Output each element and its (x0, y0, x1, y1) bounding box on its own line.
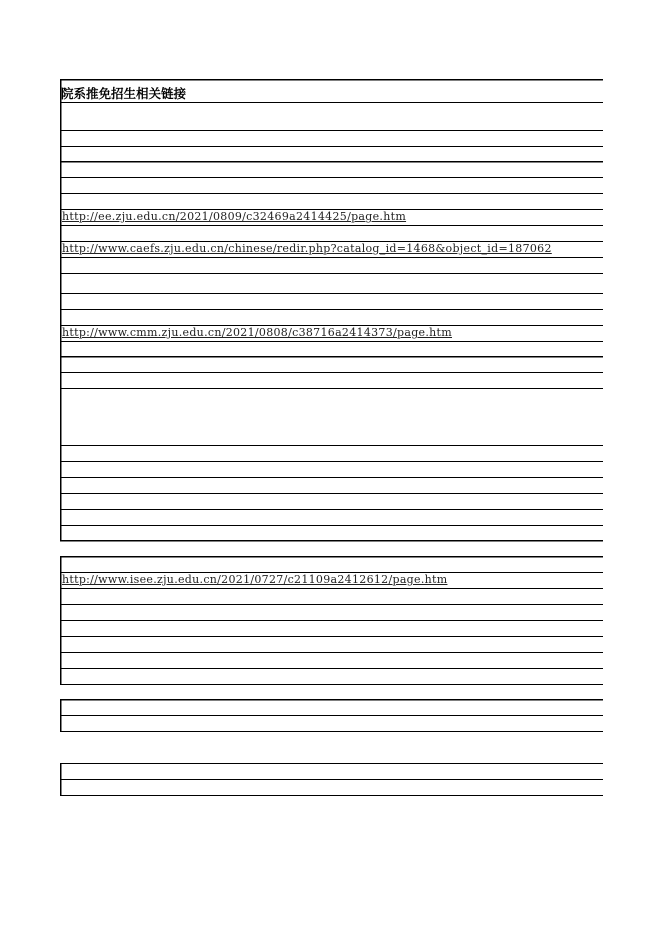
sheet-title-cell: 院系推免招生相关链接 (61, 86, 187, 101)
link-ee[interactable]: http://ee.zju.edu.cn/2021/0809/c32469a2414425/page.htm (62, 210, 407, 223)
link-isee[interactable]: http://www.isee.zju.edu.cn/2021/0727/c21109a2412612/page.htm (62, 573, 448, 586)
link-caefs[interactable]: http://www.caefs.zju.edu.cn/chinese/redir.php?catalog_id=1468&object_id=187062 (62, 242, 552, 255)
link-cmm[interactable]: http://www.cmm.zju.edu.cn/2021/0808/c38716a2414373/page.htm (62, 326, 453, 339)
